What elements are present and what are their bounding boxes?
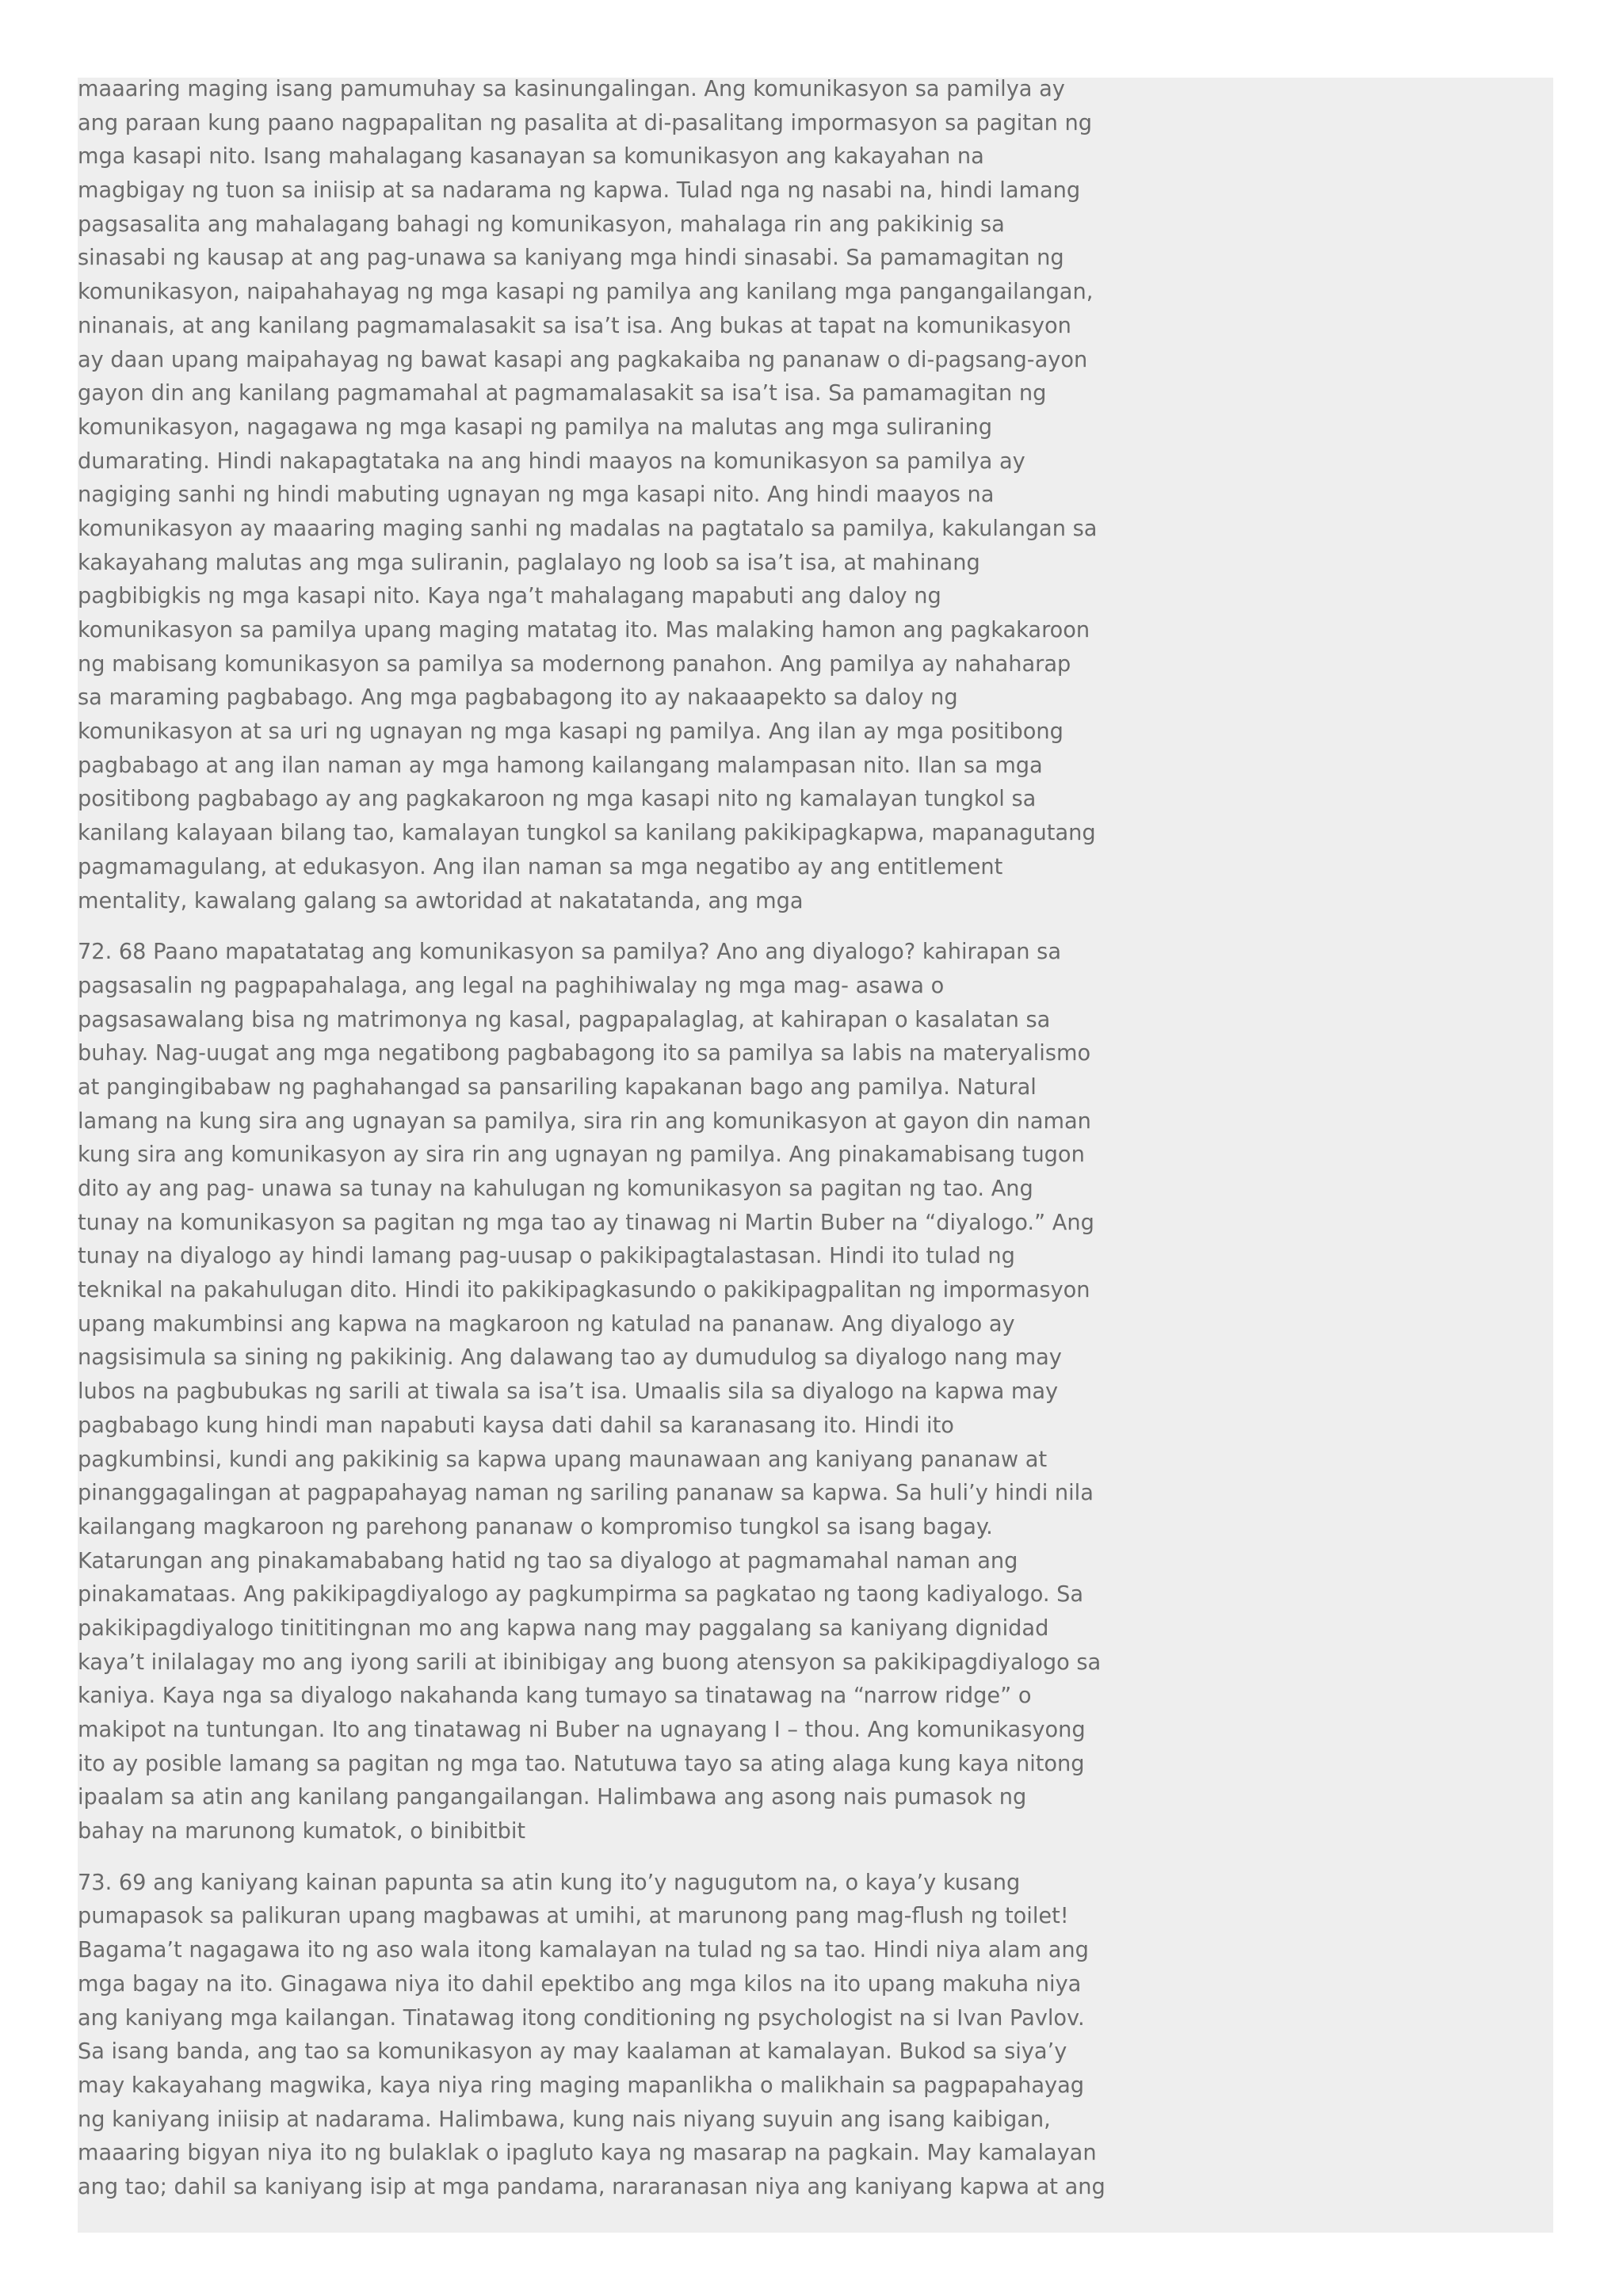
text-line: Bagama’t nagagawa ito ng aso wala itong kamalayan na tulad ng sa tao. Hindi niya alam ang [78, 1938, 1089, 1963]
text-line: kailangang magkaroon ng parehong pananaw o kompromiso tungkol sa isang bagay. [78, 1514, 993, 1539]
text-line: kaniya. Kaya nga sa diyalogo nakahanda kang tumayo sa tinatawag na “narrow ridge” o [78, 1684, 1032, 1709]
text-line: ang kaniyang mga kailangan. Tinatawag itong conditioning ng psychologist na si Ivan Pavlov. [78, 2005, 1085, 2031]
paragraph [78, 73, 1098, 918]
text-line: kung sira ang komunikasyon ay sira rin ang ugnayan ng pamilya. Ang pinakamabisang tugon [78, 1142, 1085, 1168]
text-line: sa maraming pagbabago. Ang mga pagbabagong ito ay nakaaapekto sa daloy ng [78, 685, 958, 711]
text-line: pagmamagulang, at edukasyon. Ang ilan naman sa mga negatibo ay ang entitlement [78, 854, 1003, 879]
text-line: magbigay ng tuon sa iniisip at sa nadarama ng kapwa. Tulad nga ng nasabi na, hindi lamang [78, 178, 1081, 204]
text-line: ay daan upang maipahayag ng bawat kasapi ang pagkakaiba ng pananaw o di-pagsang-ayon [78, 347, 1088, 372]
paragraph [78, 1867, 1106, 2205]
document-body [78, 77, 1106, 2205]
text-line: buhay. Nag-uugat ang mga negatibong pagbabagong ito sa pamilya sa labis na materyalismo [78, 1041, 1091, 1066]
text-line: kaya’t inilalagay mo ang iyong sarili at ibinibigay ang buong atensyon sa pakikipagdiyalogo sa [78, 1650, 1102, 1675]
text-line: pinakamataas. Ang pakikipagdiyalogo ay pagkumpirma sa pagkatao ng taong kadiyalogo. Sa [78, 1582, 1084, 1608]
text-line: Sa isang banda, ang tao sa komunikasyon ay may kaalaman at kamalayan. Bukod sa siya’y [78, 2039, 1067, 2065]
text-line: komunikasyon sa pamilya upang maging matatag ito. Mas malaking hamon ang pagkakaroon [78, 618, 1090, 643]
text-line: dito ay ang pag- unawa sa tunay na kahulugan ng komunikasyon sa pagitan ng tao. Ang [78, 1177, 1033, 1201]
text-line: pumapasok sa palikuran upang magbawas at umihi, at marunong pang mag-flush ng toilet! [78, 1904, 1069, 1929]
text-line: pagbabago at ang ilan naman ay mga hamong kailangang malampasan nito. Ilan sa mga [78, 753, 1043, 778]
text-line: pagkumbinsi, kundi ang pakikinig sa kapwa upang maunawaan ang kaniyang pananaw at [78, 1447, 1048, 1472]
paragraph-gap [78, 918, 1078, 936]
text-line: positibong pagbabago ay ang pagkakaroon ng mga kasapi nito ng kamalayan tungkol sa [78, 787, 1037, 812]
text-line: sinasabi ng kausap at ang pag-unawa sa kaniyang mga hindi sinasabi. Sa pamamagitan ng [78, 246, 1064, 271]
text-line: ipaalam sa atin ang kanilang pangangailangan. Halimbawa ang asong nais pumasok ng [78, 1785, 1027, 1810]
text-line: lubos na pagbubukas ng sarili at tiwala sa isa’t isa. Umaalis sila sa diyalogo na kapwa may [78, 1379, 1059, 1405]
text-line: lamang na kung sira ang ugnayan sa pamilya, sira rin ang komunikasyon at gayon din naman [78, 1108, 1091, 1134]
text-line: maaaring bigyan niya ito ng bulaklak o ipagluto kaya ng masarap na pagkain. May kamalayan [78, 2141, 1097, 2166]
text-line: bahay na marunong kumatok, o binibitbit [78, 1819, 526, 1844]
text-line: ito ay posible lamang sa pagitan ng mga tao. Natutuwa tayo sa ating alaga kung kaya nitong [78, 1751, 1085, 1776]
text-line: may kakayahang magwika, kaya niya ring maging mapanlikha o malikhain sa pagpapahayag [78, 2073, 1084, 2098]
text-line: komunikasyon, naipahahayag ng mga kasapi ng pamilya ang kanilang mga pangangailangan, [78, 280, 1094, 305]
text-line: pinanggagalingan at pagpapahayag naman ng sariling pananaw sa kapwa. Sa huli’y hindi nila [78, 1481, 1094, 1506]
text-line: pagsasalin ng pagpapahalaga, ang legal na paghihiwalay ng mga mag- asawa o [78, 973, 945, 998]
text-line: tunay na diyalogo ay hindi lamang pag-uusap o pakikipagtalastasan. Hindi ito tulad ng [78, 1244, 1015, 1269]
text-line: ninanais, at ang kanilang pagmamalasakit sa isa’t isa. Ang bukas at tapat na komunikasyon [78, 313, 1071, 338]
text-line: makipot na tuntungan. Ito ang tinatawag ni Buber na ugnayang I – thou. Ang komunikasyong [78, 1718, 1086, 1742]
text-line: ng kaniyang iniisip at nadarama. Halimbawa, kung nais niyang suyuin ang isang kaibigan, [78, 2107, 1051, 2132]
text-line: ang paraan kung paano nagpapalitan ng pasalita at di-pasalitang impormasyon sa pagitan ng [78, 110, 1092, 135]
text-line: pagsasalita ang mahalagang bahagi ng komunikasyon, mahalaga rin ang pakikinig sa [78, 212, 1005, 237]
paragraph [78, 936, 1102, 1849]
text-line: komunikasyon, nagagawa ng mga kasapi ng pamilya na malutas ang mga suliraning [78, 414, 992, 440]
text-line: pakikipagdiyalogo tinititingnan mo ang kapwa nang may paggalang sa kaniyang dignidad [78, 1615, 1049, 1641]
text-line: nagsisimula sa sining ng pakikinig. Ang dalawang tao ay dumudulog sa diyalogo nang may [78, 1345, 1062, 1371]
text-line: teknikal na pakahulugan dito. Hindi ito pakikipagkasundo o pakikipagpalitan ng impormasyon [78, 1278, 1090, 1303]
text-line: komunikasyon at sa uri ng ugnayan ng mga kasapi ng pamilya. Ang ilan ay mga positibong [78, 719, 1064, 745]
text-line: nagiging sanhi ng hindi mabuting ugnayan ng mga kasapi nito. Ang hindi maayos na [78, 482, 995, 508]
text-line: tunay na komunikasyon sa pagitan ng mga tao ay tinawag ni Martin Buber na “diyalogo.” Ang [78, 1210, 1094, 1235]
text-line: dumarating. Hindi nakapagtataka na ang hindi maayos na komunikasyon sa pamilya ay [78, 448, 1025, 474]
text-line: maaaring maging isang pamumuhay sa kasinungalingan. Ang komunikasyon sa pamilya ay [78, 77, 1065, 101]
text-line: gayon din ang kanilang pagmamahal at pagmamalasakit sa isa’t isa. Sa pamamagitan ng [78, 381, 1047, 406]
text-line: pagbibigkis ng mga kasapi nito. Kaya nga’t mahalagang mapabuti ang daloy ng [78, 584, 941, 609]
text-line: 72. 68 Paano mapatatatag ang komunikasyon sa pamilya? Ano ang diyalogo? kahirapan sa [78, 940, 1061, 965]
text-line: mentality, kawalang galang sa awtoridad at nakatatanda, ang mga [78, 888, 804, 913]
text-line: ng mabisang komunikasyon sa pamilya sa modernong panahon. Ang pamilya ay nahaharap [78, 651, 1071, 677]
text-line: 73. 69 ang kaniyang kainan papunta sa atin kung ito’y nagugutom na, o kaya’y kusang [78, 1870, 1021, 1895]
paragraph-gap [78, 1849, 1078, 1867]
text-line: at pangingibabaw ng paghahangad sa pansariling kapakanan bago ang pamilya. Natural [78, 1074, 1037, 1100]
text-line: kakayahang malutas ang mga suliranin, paglalayo ng loob sa isa’t isa, at mahinang [78, 550, 980, 575]
text-line: ang tao; dahil sa kaniyang isip at mga pandama, nararanasan niya ang kaniyang kapwa at ang [78, 2174, 1106, 2199]
text-line: komunikasyon ay maaaring maging sanhi ng madalas na pagtatalo sa pamilya, kakulangan sa [78, 516, 1098, 541]
text-line: mga bagay na ito. Ginagawa niya ito dahil epektibo ang mga kilos na ito upang makuha niya [78, 1971, 1082, 1997]
text-line: mga kasapi nito. Isang mahalagang kasanayan sa komunikasyon ang kakayahan na [78, 144, 984, 170]
text-line: Katarungan ang pinakamababang hatid ng tao sa diyalogo at pagmamahal naman ang [78, 1548, 1018, 1573]
document-page [78, 78, 1553, 2233]
text-line: pagbabago kung hindi man napabuti kaysa dati dahil sa karanasang ito. Hindi ito [78, 1413, 954, 1438]
text-line: upang makumbinsi ang kapwa na magkaroon ng katulad na pananaw. Ang diyalogo ay [78, 1311, 1015, 1337]
text-line: pagsasawalang bisa ng matrimonya ng kasal, pagpapalaglag, at kahirapan o kasalatan sa [78, 1007, 1051, 1032]
text-line: kanilang kalayaan bilang tao, kamalayan tungkol sa kanilang pakikipagkapwa, mapanagutang [78, 821, 1096, 846]
